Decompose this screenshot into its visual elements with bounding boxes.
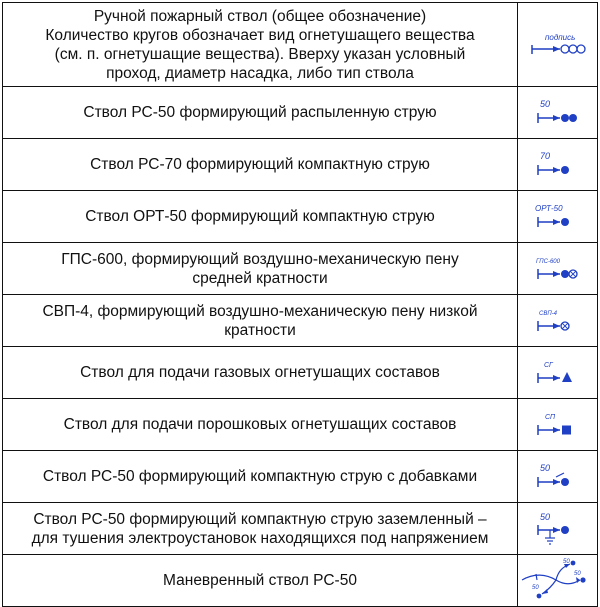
symbol-label: ГПС-600 <box>535 258 560 265</box>
row-description: Ствол РС-50 формирующий компактную струю заземленный – для тушения электроустановок находящихся под напряжением <box>3 503 518 555</box>
row-description: Маневренный ствол РС-50 <box>3 555 518 607</box>
row-description: СВП-4, формирующий воздушно-механическую пену низкой кратности <box>3 295 518 347</box>
row-description: Ствол РС-70 формирующий компактную струю <box>3 139 518 191</box>
row-symbol <box>518 451 598 503</box>
row-symbol <box>518 503 598 555</box>
symbol-label: 50 <box>539 462 550 473</box>
table-row <box>3 87 598 139</box>
branch-filled-circle-icon <box>526 148 590 182</box>
row-symbol <box>518 295 598 347</box>
symbol-label: ОРТ-50 <box>534 203 563 213</box>
table-row <box>3 243 598 295</box>
symbol-label: СГ <box>543 361 553 369</box>
row-description: Ствол для подачи газовых огнетушащих составов <box>3 347 518 399</box>
table-row <box>3 451 598 503</box>
row-symbol <box>518 243 598 295</box>
table-row <box>3 347 598 399</box>
symbol-label: СВП-4 <box>538 310 557 317</box>
row-description: Ствол для подачи порошковых огнетушащих составов <box>3 399 518 451</box>
symbol-label: 50 <box>531 584 539 591</box>
symbol-label: 50 <box>562 558 570 565</box>
row-symbol <box>518 191 598 243</box>
table-row <box>3 399 598 451</box>
row-description: Ствол ОРТ-50 формирующий компактную струю <box>3 191 518 243</box>
table-row <box>3 503 598 555</box>
row-symbol <box>518 139 598 191</box>
table-row <box>3 191 598 243</box>
row-symbol <box>518 87 598 139</box>
row-symbol <box>518 347 598 399</box>
symbol-label: подпись <box>544 32 575 42</box>
table-row <box>3 555 598 607</box>
branch-circle-with-additive-icon <box>526 460 590 494</box>
maneuverable-branch-icon <box>520 558 596 604</box>
branch-square-icon <box>526 408 590 442</box>
row-description: Ручной пожарный ствол (общее обозначение) Количество кругов обозначает вид огнетушащего вещества (см. п. огнетушащие вещества). Вверху указан условный проход, диаметр насадка, либо тип ствола <box>3 3 518 87</box>
branch-filled-circle-icon <box>526 200 590 234</box>
table-row <box>3 3 598 87</box>
table-row <box>3 139 598 191</box>
symbol-label: 50 <box>539 511 550 522</box>
row-symbol <box>518 555 598 607</box>
branch-foam-low-icon <box>526 304 590 338</box>
branch-foam-medium-icon <box>526 252 590 286</box>
symbol-label: 50 <box>573 570 581 577</box>
row-symbol <box>518 3 598 87</box>
branch-two-filled-circles-icon <box>526 96 590 130</box>
fire-branch-legend-table <box>2 2 598 607</box>
branch-triangle-icon <box>526 356 590 390</box>
row-description: ГПС-600, формирующий воздушно-механическую пену средней кратности <box>3 243 518 295</box>
table-row <box>3 295 598 347</box>
symbol-label: 70 <box>539 150 550 161</box>
branch-grounded-icon <box>526 510 590 548</box>
row-description: Ствол РС-50 формирующий распыленную струю <box>3 87 518 139</box>
row-description: Ствол РС-50 формирующий компактную струю с добавками <box>3 451 518 503</box>
symbol-label: СП <box>544 413 555 421</box>
branch-three-circles-icon <box>526 28 590 62</box>
symbol-label: 50 <box>539 98 550 109</box>
row-symbol <box>518 399 598 451</box>
